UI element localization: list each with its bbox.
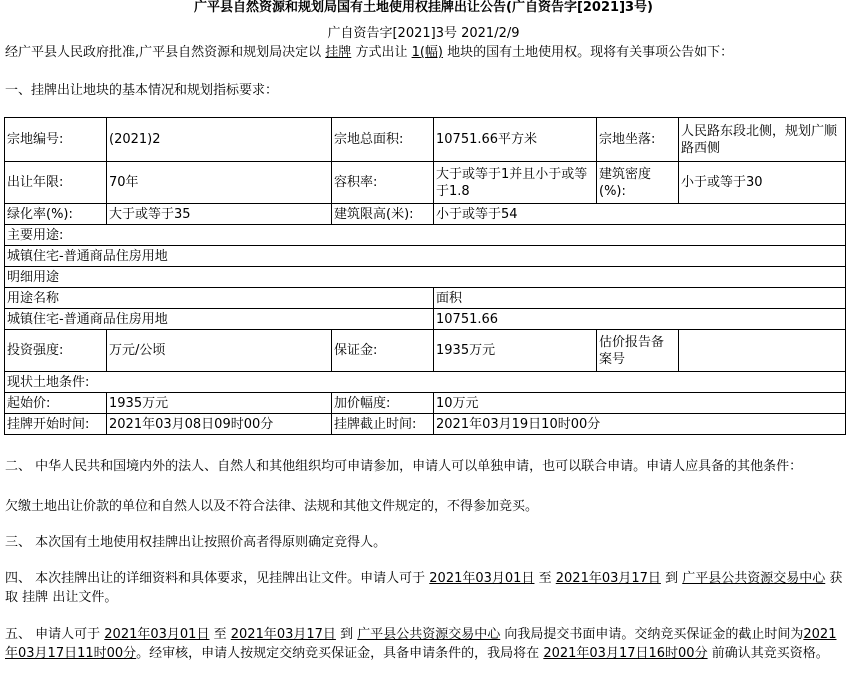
table-row (5, 414, 846, 435)
use-area-value: 10751.66 (434, 309, 846, 330)
listing-end-value: 2021年03月19日10时00分 (434, 414, 846, 435)
table-row (5, 372, 846, 393)
s5-mid: 向我局提交书面申请。交纳竞买保证金的截止时间为 (504, 627, 804, 642)
use-area-header: 面积 (434, 288, 846, 309)
listing-start-label: 挂牌开始时间: (5, 414, 107, 435)
area-label: 宗地总面积: (332, 118, 434, 162)
location-value: 人民路东段北侧，规划广顺路西侧 (679, 118, 846, 162)
height-label: 建筑限高(米): (332, 204, 434, 225)
intro-mid: 方式出让 (355, 45, 408, 60)
green-value: 大于或等于35 (107, 204, 332, 225)
listing-start-value: 2021年03月08日09时00分 (107, 414, 332, 435)
parcel-no-label: 宗地编号: (5, 118, 107, 162)
area-value: 10751.66平方米 (434, 118, 597, 162)
s4-suffix: 出让文件。 (52, 590, 118, 605)
intro-method: 挂牌 (325, 45, 352, 60)
increment-label: 加价幅度: (332, 393, 434, 414)
invest-value: 万元/公顷 (107, 330, 332, 372)
s4-method: 挂牌 (22, 590, 49, 605)
main-use-label: 主要用途: (5, 225, 846, 246)
table-row (5, 162, 846, 204)
increment-value: 10万元 (434, 393, 846, 414)
parcel-no-value: (2021)2 (107, 118, 332, 162)
s5-mid2: 。经审核，申请人按规定交纳竞买保证金，具备申请条件的，我局将在 (136, 646, 540, 661)
main-use-value: 城镇住宅-普通商品住房用地 (5, 246, 846, 267)
deposit-value: 1935万元 (434, 330, 597, 372)
density-label: 建筑密度(%): (597, 162, 679, 204)
section-4-paragraph (5, 569, 843, 607)
invest-label: 投资强度: (5, 330, 107, 372)
s4-at: 到 (665, 571, 679, 586)
table-row (5, 225, 846, 246)
land-info-table (4, 117, 846, 435)
table-row (5, 330, 846, 372)
s5-date-from: 2021年03月01日 (104, 627, 210, 642)
start-price-label: 起始价: (5, 393, 107, 414)
far-label: 容积率: (332, 162, 434, 204)
s5-deadline: 2021年03月17日11时00分 (5, 627, 837, 661)
intro-suffix: 地块的国有土地使用权。现将有关事项公告如下： (447, 45, 734, 60)
s5-to: 至 (213, 627, 227, 642)
s5-prefix: 五、 申请人可于 (5, 627, 101, 642)
table-row (5, 393, 846, 414)
start-price-value: 1935万元 (107, 393, 332, 414)
table-row (5, 288, 846, 309)
detail-use-label: 明细用途 (5, 267, 846, 288)
table-row (5, 204, 846, 225)
green-label: 绿化率(%): (5, 204, 107, 225)
s4-place: 广平县公共资源交易中心 (682, 571, 826, 586)
use-name-header: 用途名称 (5, 288, 434, 309)
s5-confirm-time: 2021年03月17日16时00分 (543, 646, 708, 661)
term-label: 出让年限: (5, 162, 107, 204)
page-title: 广平县自然资源和规划局国有土地使用权挂牌出让公告(广自资告字[2021]3号) (194, 0, 653, 15)
term-value: 70年 (107, 162, 332, 204)
density-value: 小于或等于30 (679, 162, 846, 204)
table-row (5, 267, 846, 288)
s4-to: 至 (538, 571, 552, 586)
height-value: 小于或等于54 (434, 204, 846, 225)
table-row (5, 118, 846, 162)
table-row (5, 309, 846, 330)
s4-date-from: 2021年03月01日 (429, 571, 535, 586)
section-2-paragraph: 二、 中华人民共和国境内外的法人、自然人和其他组织均可申请参加，申请人可以单独申请，也可以联合申请。申请人应具备的其他条件： (5, 459, 803, 474)
section-3-paragraph: 三、 本次国有土地使用权挂牌出让按照价高者得原则确定竞得人。 (5, 535, 387, 550)
condition-label: 现状土地条件: (5, 372, 846, 393)
deposit-label: 保证金: (332, 330, 434, 372)
s4-prefix: 四、 本次挂牌出让的详细资料和具体要求，见挂牌出让文件。申请人可于 (5, 571, 426, 586)
appraisal-value (679, 330, 846, 372)
s5-at: 到 (340, 627, 354, 642)
location-label: 宗地坐落: (597, 118, 679, 162)
intro-paragraph (5, 44, 733, 62)
s5-suffix: 前确认其竞买资格。 (711, 646, 829, 661)
section-2-condition: 欠缴土地出让价款的单位和自然人以及不符合法律、法规和其他文件规定的，不得参加竞买。 (5, 499, 539, 514)
section-5-paragraph (5, 625, 843, 663)
s4-date-to: 2021年03月17日 (555, 571, 661, 586)
appraisal-label: 估价报告备案号 (597, 330, 679, 372)
s5-place: 广平县公共资源交易中心 (357, 627, 501, 642)
document-number: 广自资告字[2021]3号 2021/2/9 (327, 26, 520, 41)
use-name-value: 城镇住宅-普通商品住房用地 (5, 309, 434, 330)
listing-end-label: 挂牌截止时间: (332, 414, 434, 435)
intro-prefix: 经广平县人民政府批准,广平县自然资源和规划局决定以 (5, 45, 322, 60)
section-1-heading: 一、挂牌出让地块的基本情况和规划指标要求： (5, 83, 279, 98)
s4-obtain: 获取 (5, 571, 843, 605)
table-row (5, 246, 846, 267)
intro-count: 1(幅) (411, 45, 444, 60)
far-value: 大于或等于1并且小于或等于1.8 (434, 162, 597, 204)
s5-date-to: 2021年03月17日 (230, 627, 336, 642)
